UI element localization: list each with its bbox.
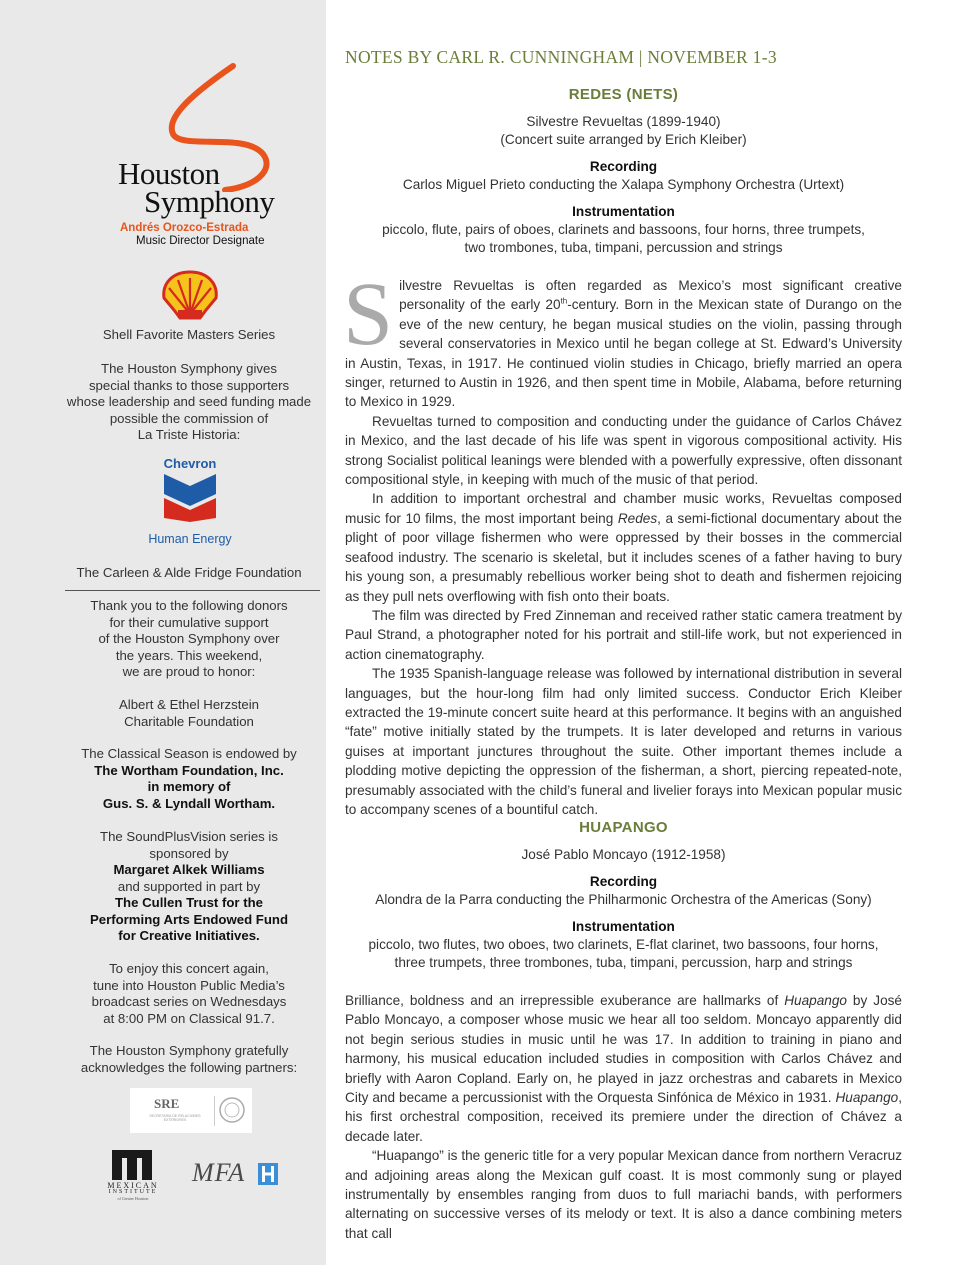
divider [214,1096,215,1126]
donors-line: Thank you to the following donors [90,598,288,613]
soundplus-line: and supported in part by [117,878,261,894]
text: , a semi-fictional documentary about the plight of poor village fishermen who were oppressed by their bosses in the commercial seafood industry. The scenario is skeletal, but it includes scenes of a father having to bury his young son, a presumably rebellious worker being shot to death and fishermen rejoicing as they pull nets overflowing with fish onto their boats. [345,510,902,604]
paragraph: The film was directed by Fred Zinneman and received rather static camera treatment by Paul Strand, a photographer noted for his portrait and still-life work, but not experienced in action cinematography. [345,607,902,662]
thanks-line: possible the commission of [109,410,269,426]
mexican-institute-icon [112,1150,152,1180]
shell-logo-icon [160,270,220,320]
page-header: NOTES BY CARL R. CUNNINGHAM | NOVEMBER 1-3 [345,47,777,67]
director-name: Andrés Orozco-Estrada [120,222,249,234]
recording: Carlos Miguel Prieto conducting the Xalapa Symphony Orchestra (Urtext) [402,177,845,192]
soundplus-fund-line: for Creative Initiatives. [118,928,260,943]
paragraph [345,489,902,605]
chevron-tagline: Human Energy [148,532,232,546]
chevron-logo [130,456,250,551]
paragraph [343,265,902,412]
honoree [60,697,318,730]
director-title: Music Director Designate [136,235,265,247]
divider [65,590,320,591]
partners-text [60,1043,318,1076]
work-title: Huapango [784,993,847,1008]
soundplus-fund-line: The Cullen Trust for the [115,895,263,910]
sre-subtext: SECRETARÍA DE RELACIONES EXTERIORES [149,1114,201,1122]
composer: José Pablo Moncayo (1912-1958) [521,847,726,862]
composer: Silvestre Revueltas (1899-1940) [526,114,721,129]
radio-line: broadcast series on Wednesdays [91,994,287,1009]
chevron-emblem-icon [162,472,218,522]
soundplus-series [60,829,318,945]
brand-line2: Symphony [144,184,275,219]
mexican-institute-line: INSTITUTE [108,1189,158,1195]
honoree-line: Charitable Foundation [124,713,254,729]
text: In addition to important orchestral and chamber music works, Revueltas composed music for 10 films, the most important being [345,491,902,526]
instrumentation-line: three trumpets, three trombones, tuba, timpani, percussion, harp and strings [394,955,853,970]
paragraph [345,991,902,1146]
series-name: Shell Favorite Masters Series [102,327,276,342]
soundplus-line: The SoundPlusVision series is [100,829,278,844]
classical-bold-line: in memory of [147,779,231,794]
donors-line: for their cumulative support [109,614,269,630]
radio-text [60,961,318,1027]
classical-bold-line: Gus. S. & Lyndall Wortham. [102,795,276,811]
thanks-text [60,361,318,444]
thanks-line: The Houston Symphony gives [101,361,277,376]
sidebar [0,0,326,1265]
paragraph: The 1935 Spanish-language release was followed by international distribution in several languages, but the hour-long film had only limited success. Conductor Erich Kleiber extracted the 19-minute concert suite heard at this performance. It begins with an anguished “fate” motive initially stated by the trumpets. It is later developed and returns in various guises at important junctures throughout the suite. Other important themes include a plodding motive depicting the oppression of the fisherman, a short, piercing repeated-note, presumably associated with the child’s funeral and livelier forays into Mexican popular music to accompany scenes of a bountiful catch. [345,666,902,817]
instrumentation-label: Instrumentation [572,204,675,219]
classical-intro: The Classical Season is endowed by [81,746,297,761]
radio-line: To enjoy this concert again, [109,961,269,976]
honoree-line: Albert & Ethel Herzstein [119,697,259,712]
instrumentation-label: Instrumentation [572,919,675,934]
piece1-body [343,265,902,819]
classical-season [60,746,318,812]
paragraph: Revueltas turned to composition and conducting under the guidance of Carlos Chávez in Mexico, and the last decade of his life was spent in vigorous compositional activity. His strong Socialist political leanings were blended with a powerfully expressive, often dissonant compositional style, in keeping with much of the music of that period. [345,413,902,488]
piece2-body [345,991,902,1257]
partners-line: acknowledges the following partners: [80,1059,298,1075]
film-title: Redes [617,510,658,526]
brand-line1: Houston [118,156,220,191]
text: -century. Born in the Mexican state of Durango on the eve of the new century, he began musical studies on the violin, passing through several conservatories in Mexico until he began college at St. Edward’s University in Austin, Texas, in 1917. He continued violin studies in Chicago, briefly married an opera singer, returned to Austin in 1926, and then spent time in Mobile, Alabama, before returning to Mexico in 1929. [345,297,902,410]
classical-bold-line: The Wortham Foundation, Inc. [94,762,284,778]
donors-line: the years. This weekend, [115,647,263,663]
recording: Alondra de la Parra conducting the Philharmonic Orchestra of the Americas (Sony) [375,892,872,907]
paragraph: “Huapango” is the generic title for a very popular Mexican dance from northern Veracruz and adjoining areas along the Mexican gulf coast. It is most commonly sung or played instrumentally by ensembles ranging from duos to full mariachi bands, with performers alternating on successive verses of its melody or text. It is also a dance combining meters that call [345,1148,902,1241]
mfah-logo [192,1158,282,1190]
radio-line: tune into Houston Public Media’s [93,977,285,993]
soundplus-line: sponsored by [149,845,229,861]
instrumentation-line: piccolo, two flutes, two oboes, two clarinets, E-flat clarinet, two bassoons, four horns, [368,937,879,952]
mexican-institute-logo [100,1150,166,1205]
arrangement: (Concert suite arranged by Erich Kleiber) [500,132,747,147]
sre-logo [130,1088,252,1133]
text: Brilliance, boldness and an irrepressible exuberance are hallmarks of [345,993,785,1008]
drop-cap: S [343,265,394,364]
piece2-title: HUAPANGO [579,819,668,836]
partners-line: The Houston Symphony gratefully [89,1043,289,1058]
mfah-text: MFA [192,1158,246,1187]
sre-text: SRE [154,1096,180,1111]
mexican-institute-line: of Greater Houston [117,1196,149,1201]
piece2-meta [345,846,902,972]
donors-text [60,598,318,681]
recording-label: Recording [589,874,658,889]
houston-symphony-logo [110,62,280,252]
soundplus-fund-line: Performing Arts Endowed Fund [89,911,289,927]
thanks-line: whose leadership and seed funding made [66,394,312,409]
mexican-seal-icon [218,1096,246,1124]
piece1-meta [345,113,902,257]
chevron-name: Chevron [163,456,217,471]
radio-line: at 8:00 PM on Classical 91.7. [103,1010,275,1026]
text: ilvestre Revueltas is often regarded as Mexico’s most significant creative personality of the early 20 [399,278,902,313]
instrumentation-line: two trombones, tuba, timpani, percussion and strings [464,240,783,255]
piece1-title: REDES (NETS) [568,86,679,103]
superscript: th [560,296,568,306]
text: by José Pablo Moncayo, a composer whose music we hear all too seldom. Moncayo apparently did not begin serious studies in music until he was 17. In addition to training in piano and harmony, his musical education included studies in composition with Carlos Chávez and briefly with Aaron Copland. Early on, he played in jazz orchestras and cabarets in Mexico City and became a percussionist with the Orquesta Sinfónica de México in 1931. [345,993,902,1106]
thanks-line: special thanks to those supporters [88,377,290,393]
thanks-line: La Triste Historia: [137,427,241,442]
work-title: Huapango [835,1090,899,1106]
mexican-institute-line: MEXICAN [107,1181,159,1190]
donors-line: of the Houston Symphony over [98,631,280,646]
mfah-h-icon [258,1163,278,1185]
instrumentation-line: piccolo, flute, pairs of oboes, clarinets and bassoons, four horns, three trumpets, [382,222,865,237]
soundplus-sponsor: Margaret Alkek Williams [113,862,265,877]
text: , his first orchestral composition, received its premiere under the direction of Chávez a decade later. [345,1090,902,1144]
recording-label: Recording [589,159,658,174]
foundation-name: The Carleen & Alde Fridge Foundation [76,565,302,580]
donors-line: we are proud to honor: [122,664,256,679]
